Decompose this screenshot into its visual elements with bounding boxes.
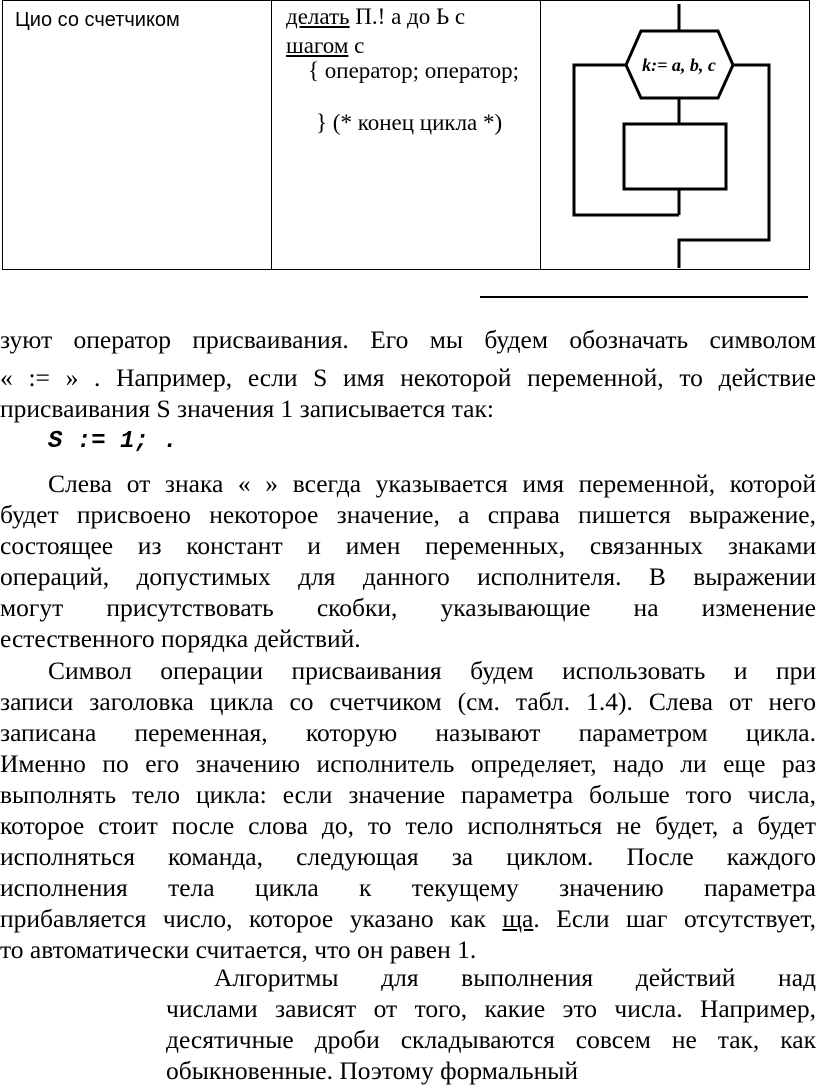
p0-line-2: « := » . Например, если S имя некоторой переменной, то действие — [0, 363, 816, 392]
flow-label: k:= a, b, c — [642, 55, 716, 75]
p3-line: десятичные дроби складываются совсем не так, как — [166, 1025, 816, 1054]
code-line-1-rest: П.! а до Ь с — [349, 4, 466, 29]
underlined-word: ща — [502, 904, 534, 933]
p3-line: обыкновенные. Поэтому формальный — [166, 1056, 579, 1085]
paragraph-2 — [0, 655, 816, 965]
p2-line: записана переменная, которую называют параметром цикла. — [0, 718, 816, 747]
p1-line: операций, допустимых для данного исполнителя. В выражении — [0, 562, 816, 591]
code-line-3: { оператор; оператор; — [308, 58, 520, 83]
p1-line: состоящее из констант и имен переменных, связанных знаками — [0, 531, 816, 560]
p3-line: числами зависят от того, какие это числа. Например, — [166, 994, 816, 1023]
divider-line — [480, 296, 808, 298]
p2-line: выполнять тело цикла: если значение параметра больше того числа, — [0, 780, 816, 809]
p2-line: прибавляется число, которое указано как ща. Если шаг отсутствует, — [0, 904, 816, 933]
table-cell-name — [3, 1, 272, 270]
flow-loop-body — [624, 124, 726, 189]
p2-line: то автоматически считается, что он равен 1. — [0, 935, 477, 964]
paragraph-0 — [0, 324, 816, 355]
code-line-2 — [286, 33, 364, 59]
p3-line: Алгоритмы для выполнения действий над — [214, 963, 816, 992]
keyword-step: шагом — [286, 33, 349, 58]
cycle-name: Цио со счетчиком — [15, 9, 180, 31]
code-line-4: } (* конец цикла *) — [316, 110, 503, 135]
p0-line-1: зуют оператор присваивания. Его мы будем обозначать символом — [0, 325, 816, 354]
p2-line: исполнения тела цикла к текущему значению параметра — [0, 873, 816, 902]
p2-line: Символ операции присваивания будем использовать и при — [48, 656, 816, 685]
p1-line: могут присутствовать скобки, указывающие на изменение — [0, 593, 816, 622]
p1-line: будет присвоено некоторое значение, а справа пишется выражение, — [0, 500, 816, 529]
code-line-2-rest: с — [348, 33, 365, 58]
p0-line-3: присваивания S значения 1 записывается так: — [0, 394, 494, 423]
p2-line: которое стоит после слова до, то тело исполняться не будет, а будет — [0, 811, 816, 840]
keyword-do: делать — [286, 4, 350, 29]
p1-line: Слева от знака « » всегда указывается имя переменной, которой — [48, 469, 816, 498]
assignment-formula: S := 1; . — [48, 428, 178, 455]
paragraph-0-cont — [0, 362, 816, 424]
p1-line: естественного порядка действий. — [0, 624, 361, 653]
paragraph-3 — [166, 962, 816, 1086]
loop-flowchart — [540, 0, 810, 270]
p2-line: исполняться команда, следующая за циклом. После каждого — [0, 842, 816, 871]
code-line-1 — [286, 4, 465, 30]
p2-line: Именно по его значению исполнитель определяет, надо ли еще раз — [0, 749, 816, 778]
paragraph-1 — [0, 468, 816, 654]
p2-line: записи заголовка цикла со счетчиком (см. табл. 1.4). Слева от него — [0, 687, 816, 716]
